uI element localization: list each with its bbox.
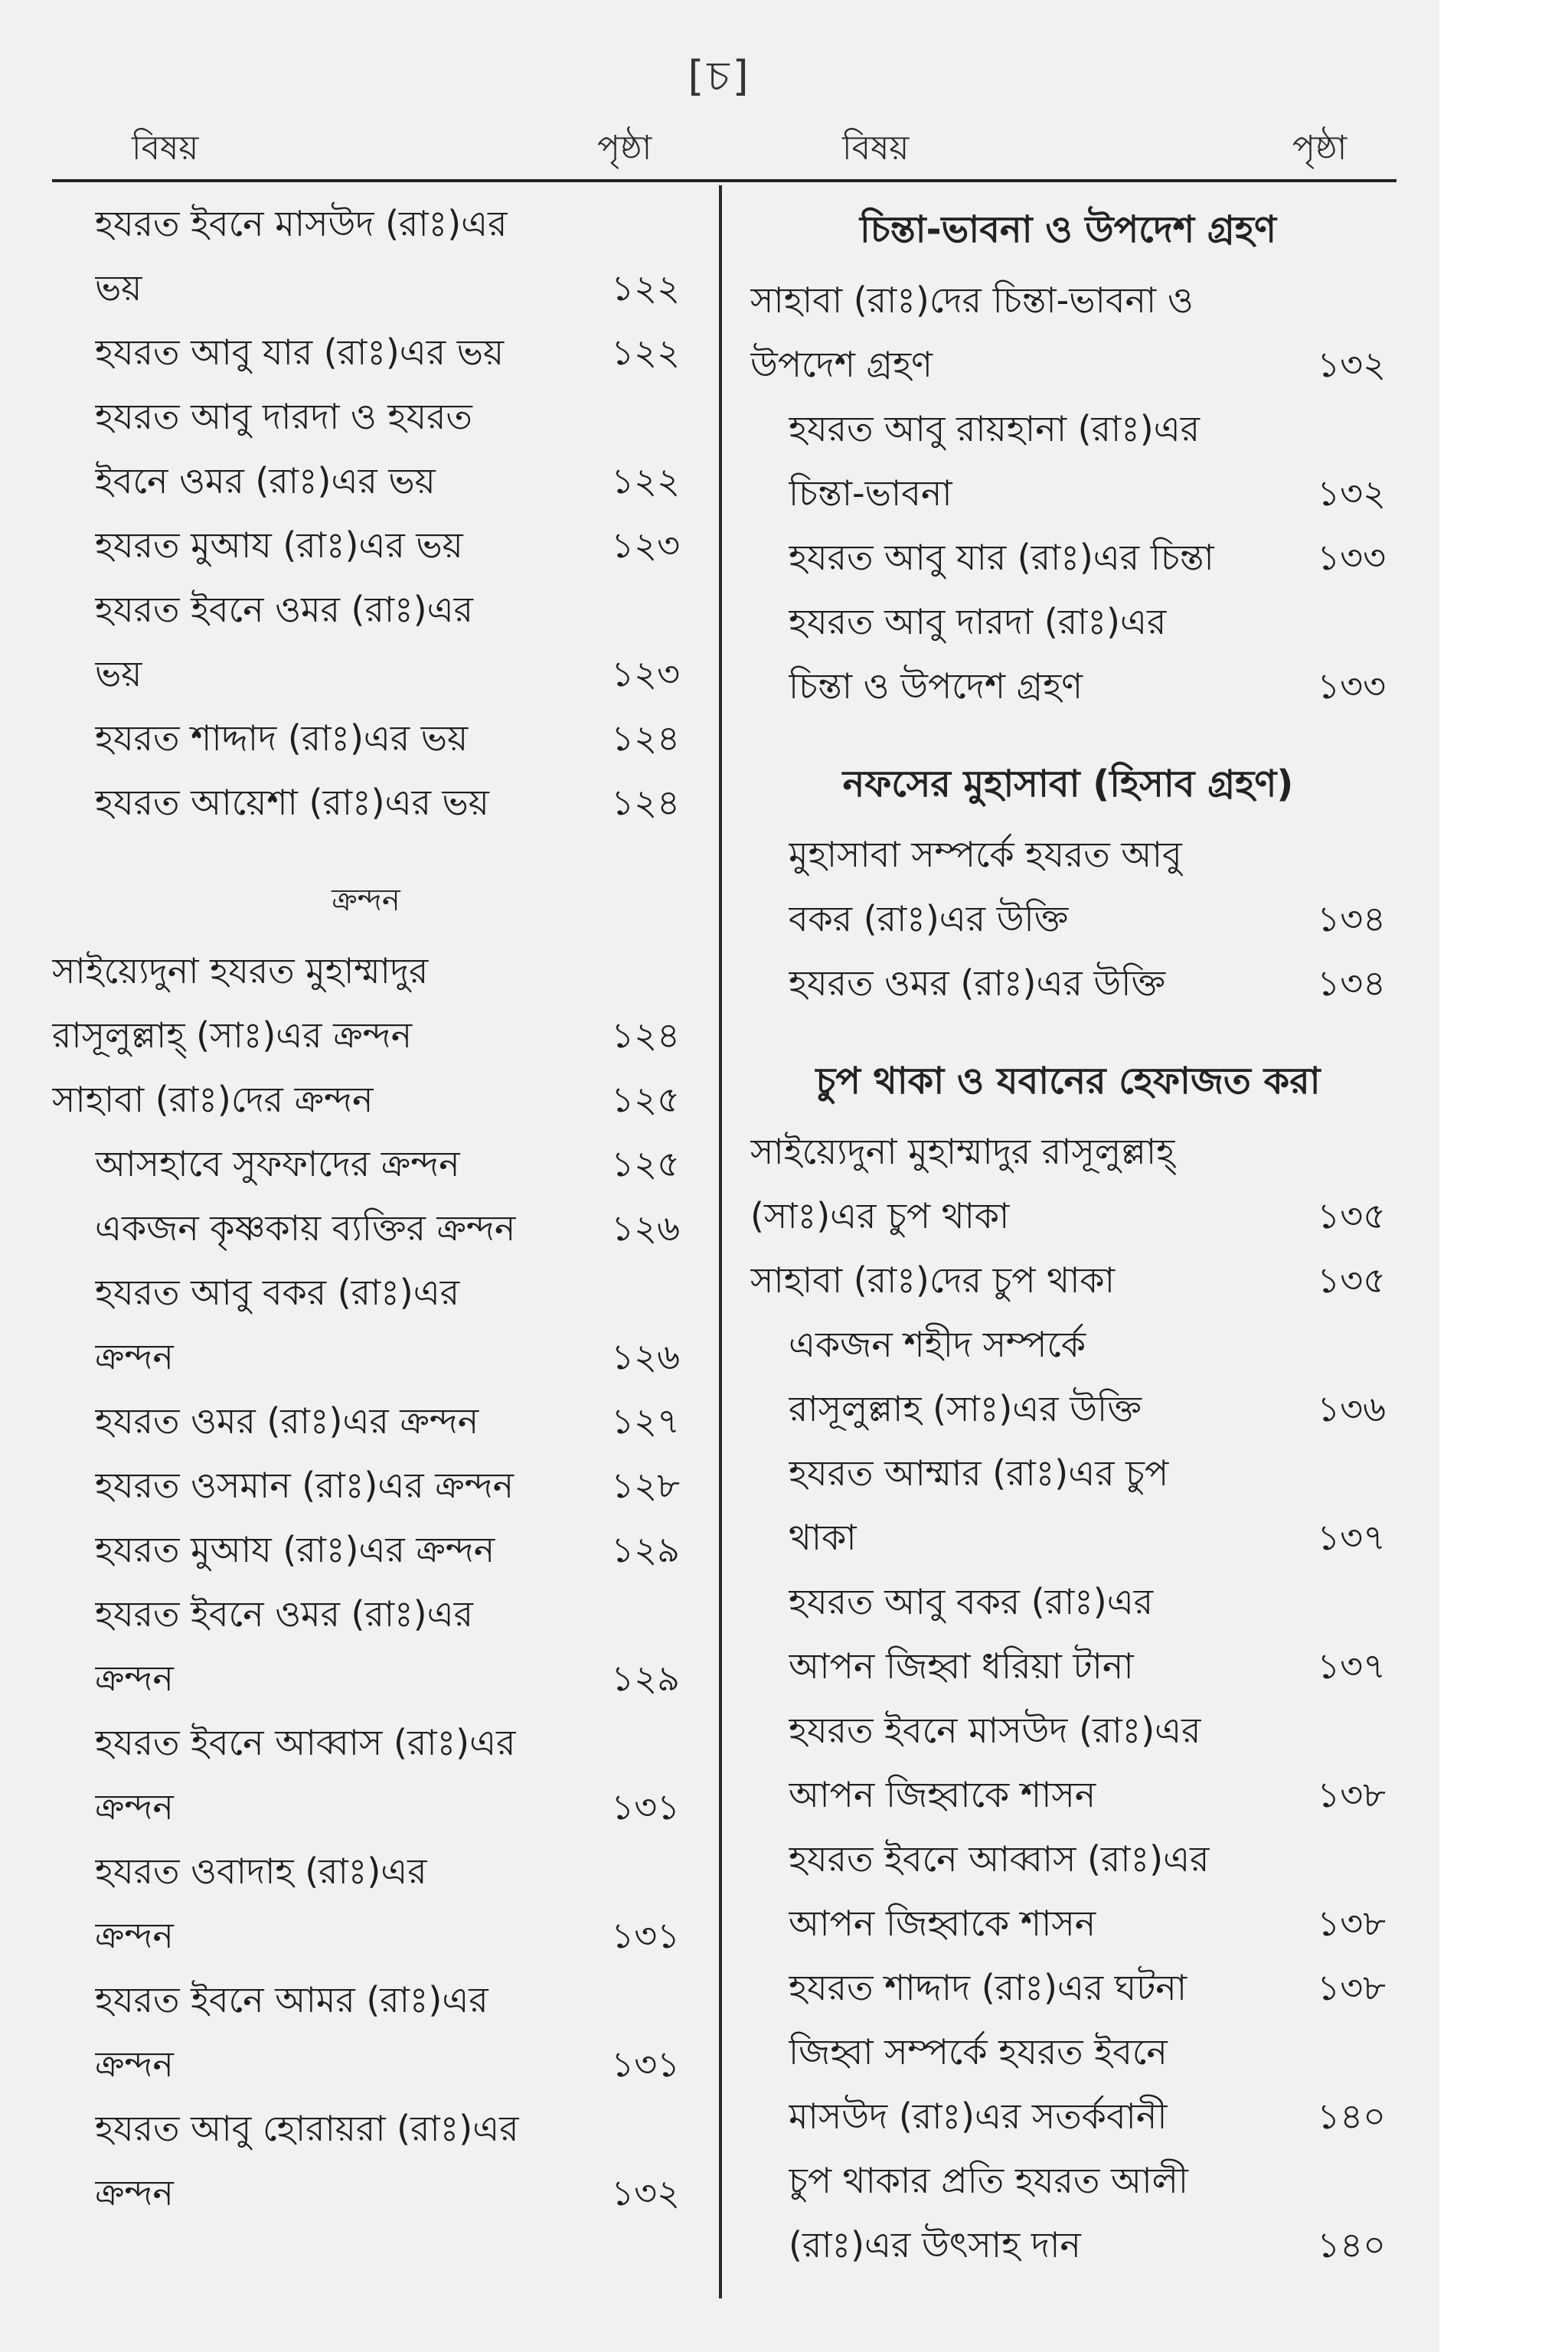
toc-entry <box>789 590 1386 654</box>
left-subject-header: বিষয় <box>132 129 199 168</box>
toc-entry <box>789 1955 1386 2020</box>
toc-entry <box>95 1839 680 1903</box>
toc-entry-page: ১৩৭ <box>1317 1645 1386 1687</box>
right-section2-sub <box>750 822 1386 1015</box>
left-group-2a <box>52 939 680 1132</box>
left-group-2b <box>52 1132 680 2225</box>
toc-entry-title: হযরত ওমর (রাঃ)এর ক্রন্দন <box>95 1400 479 1442</box>
toc-entry-title: হযরত ইবনে আব্বাস (রাঃ)এর <box>95 1722 516 1763</box>
toc-entry <box>789 2148 1386 2213</box>
toc-entry <box>95 513 680 577</box>
toc-entry-page: ১২৮ <box>611 1465 680 1506</box>
toc-entry <box>789 2213 1386 2277</box>
toc-entry <box>95 642 680 706</box>
toc-entry-page: ১২৬ <box>611 1207 680 1249</box>
left-group-1 <box>52 191 680 835</box>
toc-entry-page: ১২৪ <box>611 1014 680 1056</box>
toc-entry-page: ১৩৬ <box>1317 1388 1386 1429</box>
toc-entry <box>95 1260 680 1325</box>
toc-entry-title: আসহাবে সুফফাদের ক্রন্দন <box>95 1143 460 1184</box>
toc-entry <box>95 1453 680 1517</box>
toc-entry-title: সাইয়্যেদুনা হযরত মুহাম্মাদুর <box>52 950 429 991</box>
toc-entry <box>789 1312 1386 1377</box>
toc-entry-page: ১২৫ <box>611 1143 680 1184</box>
toc-entry-title: রাসূলুল্লাহ্ (সাঃ)এর ক্রন্দন <box>52 1014 413 1056</box>
toc-entry-title: ক্রন্দন <box>95 2043 174 2085</box>
toc-entry-title: হযরত ইবনে মাসউদ (রাঃ)এর <box>95 203 508 244</box>
toc-entry <box>95 384 680 449</box>
right-column <box>750 191 1386 2277</box>
toc-entry <box>789 1505 1386 1570</box>
toc-entry-page: ১৩১ <box>611 1786 680 1828</box>
right-subject-header: বিষয় <box>842 129 910 168</box>
toc-entry <box>95 1517 680 1582</box>
toc-entry-title: চুপ থাকার প্রতি হযরত আলী <box>789 2160 1189 2201</box>
toc-entry-title: হযরত ইবনে আমর (রাঃ)এর <box>95 1979 488 2020</box>
toc-entry-title: হযরত আম্মার (রাঃ)এর চুপ <box>789 1452 1169 1494</box>
toc-entry <box>750 268 1386 332</box>
toc-entry <box>95 1325 680 1389</box>
toc-entry <box>789 1377 1386 1441</box>
toc-entry-title: হযরত আবু বকর (রাঃ)এর <box>789 1581 1154 1622</box>
toc-entry <box>750 1184 1386 1248</box>
right-section1-main <box>750 268 1386 397</box>
toc-entry-page: ১৩৮ <box>1317 1903 1386 1944</box>
toc-entry-title: হযরত আবু রায়হানা (রাঃ)এর <box>789 408 1200 449</box>
toc-entry <box>52 939 680 1003</box>
toc-entry-page: ১৪০ <box>1317 2096 1386 2137</box>
toc-entry <box>95 320 680 384</box>
toc-entry-page: ১২৭ <box>611 1400 680 1442</box>
toc-entry-title: বকর (রাঃ)এর উক্তি <box>789 898 1069 939</box>
toc-entry-page: ১২২ <box>611 332 680 373</box>
toc-entry-page: ১৩২ <box>611 2172 680 2213</box>
toc-entry <box>95 1582 680 1646</box>
toc-entry-title: হযরত আবু দারদা ও হযরত <box>95 396 472 437</box>
toc-entry-title: একজন কৃষ্ণকায় ব্যক্তির ক্রন্দন <box>95 1207 516 1249</box>
toc-entry-title: থাকা <box>789 1517 857 1558</box>
toc-entry <box>95 706 680 770</box>
page-number: [চ] <box>688 52 752 100</box>
right-section1-sub <box>750 397 1386 718</box>
toc-entry-title: হযরত আবু দারদা (রাঃ)এর <box>789 601 1167 642</box>
toc-entry-page: ১৩৭ <box>1317 1517 1386 1558</box>
toc-entry-page: ১৩৪ <box>1317 962 1386 1004</box>
toc-entry-title: হযরত ওসমান (রাঃ)এর ক্রন্দন <box>95 1465 514 1506</box>
toc-entry <box>95 1968 680 2032</box>
toc-entry <box>95 1710 680 1775</box>
toc-entry-title: চিন্তা-ভাবনা <box>789 472 952 514</box>
toc-entry <box>789 1891 1386 1955</box>
toc-entry-page: ১৩২ <box>1317 344 1386 385</box>
toc-entry <box>95 449 680 513</box>
toc-entry-title: উপদেশ গ্রহণ <box>750 344 933 385</box>
right-section3-sub <box>750 1312 1386 2277</box>
toc-entry-page: ১২৪ <box>611 782 680 823</box>
toc-entry-title: সাইয়্যেদুনা মুহাম্মাদুর রাসূলুল্লাহ্ <box>750 1131 1175 1172</box>
toc-entry <box>95 2032 680 2096</box>
toc-entry-title: হযরত মুআয (রাঃ)এর ক্রন্দন <box>95 1529 495 1570</box>
toc-entry-title: হযরত ইবনে ওমর (রাঃ)এর <box>95 589 473 630</box>
toc-entry-page: ১৩৩ <box>1317 665 1386 707</box>
toc-entry-page: ১২২ <box>611 267 680 309</box>
toc-entry-title: ক্রন্দন <box>95 1658 174 1699</box>
toc-entry-title: (সাঃ)এর চুপ থাকা <box>750 1195 1010 1236</box>
toc-entry-title: মুহাসাবা সম্পর্কে হযরত আবু <box>789 834 1182 875</box>
toc-entry <box>789 2020 1386 2084</box>
toc-entry <box>750 1119 1386 1184</box>
toc-entry <box>750 332 1386 397</box>
toc-entry <box>95 1646 680 1710</box>
toc-entry <box>789 397 1386 461</box>
toc-entry <box>789 461 1386 525</box>
toc-entry-page: ১৪০ <box>1317 2224 1386 2265</box>
toc-entry-page: ১৩৩ <box>1317 537 1386 578</box>
toc-entry-title: সাহাবা (রাঃ)দের ক্রন্দন <box>52 1079 374 1120</box>
toc-entry-title: ক্রন্দন <box>95 1336 174 1377</box>
right-section3-main <box>750 1119 1386 1312</box>
toc-entry <box>789 2084 1386 2148</box>
toc-entry-title: হযরত ওবাদাহ (রাঃ)এর <box>95 1851 427 1892</box>
toc-entry-title: আপন জিহ্বাকে শাসন <box>789 1903 1096 1944</box>
toc-entry-title: ক্রন্দন <box>95 1915 174 1956</box>
toc-entry <box>789 654 1386 718</box>
toc-entry-title: চিন্তা ও উপদেশ গ্রহণ <box>789 665 1083 707</box>
toc-entry-title: হযরত আবু হোরায়রা (রাঃ)এর <box>95 2108 519 2149</box>
toc-entry <box>789 1441 1386 1505</box>
toc-entry <box>789 887 1386 951</box>
toc-entry-title: ক্রন্দন <box>95 1786 174 1828</box>
toc-entry-page: ১২৪ <box>611 717 680 759</box>
toc-entry <box>52 1003 680 1067</box>
toc-entry-title: সাহাবা (রাঃ)দের চুপ থাকা <box>750 1259 1115 1301</box>
toc-entry <box>789 1634 1386 1698</box>
toc-entry-page: ১৩৪ <box>1317 898 1386 939</box>
left-page-header: পৃষ্ঠা <box>597 129 652 168</box>
toc-entry-page: ১৩৮ <box>1317 1967 1386 2008</box>
toc-entry-title: ভয় <box>95 653 142 694</box>
toc-entry-page: ১২৬ <box>611 1336 680 1377</box>
toc-entry-title: মাসউদ (রাঃ)এর সতর্কবানী <box>789 2096 1168 2137</box>
toc-entry-title: হযরত ইবনে ওমর (রাঃ)এর <box>95 1593 473 1635</box>
toc-entry-page: ১২৫ <box>611 1079 680 1120</box>
toc-entry-title: জিহ্বা সম্পর্কে হযরত ইবনে <box>789 2031 1168 2073</box>
toc-entry-page: ১৩২ <box>1317 472 1386 514</box>
toc-entry <box>95 2096 680 2161</box>
left-column <box>52 191 680 2225</box>
toc-entry-title: আপন জিহ্বা ধরিয়া টানা <box>789 1645 1134 1687</box>
toc-entry-title: রাসূলুল্লাহ (সাঃ)এর উক্তি <box>789 1388 1142 1429</box>
toc-entry-page: ১২৯ <box>611 1529 680 1570</box>
toc-entry <box>789 822 1386 887</box>
toc-entry-title: ভয় <box>95 267 142 309</box>
toc-entry <box>95 1775 680 1839</box>
toc-entry-title: হযরত আয়েশা (রাঃ)এর ভয় <box>95 782 489 823</box>
toc-entry <box>52 1067 680 1132</box>
toc-entry-title: হযরত আবু যার (রাঃ)এর ভয় <box>95 332 505 373</box>
toc-entry-title: হযরত ইবনে মাসউদ (রাঃ)এর <box>789 1710 1201 1751</box>
toc-entry-page: ১৩৫ <box>1317 1195 1386 1236</box>
toc-entry <box>789 1762 1386 1827</box>
toc-entry-page: ১২৩ <box>611 524 680 566</box>
toc-entry-page: ১২২ <box>611 460 680 501</box>
right-page-header: পৃষ্ঠা <box>1292 129 1348 168</box>
toc-entry <box>789 1698 1386 1762</box>
toc-entry <box>789 1827 1386 1891</box>
toc-entry-title: হযরত শাদ্দাদ (রাঃ)এর ভয় <box>95 717 469 759</box>
toc-entry <box>95 1903 680 1968</box>
column-divider <box>719 185 722 2298</box>
toc-entry <box>789 525 1386 590</box>
toc-entry-title: হযরত আবু বকর (রাঃ)এর <box>95 1272 460 1313</box>
toc-entry-title: হযরত ইবনে আব্বাস (রাঃ)এর <box>789 1838 1210 1880</box>
toc-entry-title: হযরত আবু যার (রাঃ)এর চিন্তা <box>789 537 1214 578</box>
toc-entry-title: হযরত মুআয (রাঃ)এর ভয় <box>95 524 463 566</box>
toc-entry <box>95 256 680 320</box>
toc-entry-title: (রাঃ)এর উৎসাহ দান <box>789 2224 1081 2265</box>
toc-entry-title: সাহাবা (রাঃ)দের চিন্তা-ভাবনা ও <box>750 279 1194 321</box>
toc-entry-title: হযরত ওমর (রাঃ)এর উক্তি <box>789 962 1166 1004</box>
toc-entry-page: ১২৩ <box>611 653 680 694</box>
toc-entry <box>95 1389 680 1453</box>
toc-entry <box>95 1132 680 1196</box>
toc-entry-page: ১৩১ <box>611 2043 680 2085</box>
toc-entry-title: হযরত শাদ্দাদ (রাঃ)এর ঘটনা <box>789 1967 1187 2008</box>
section-heading-muhasaba: নফসের মুহাসাবা (হিসাব গ্রহণ) <box>842 763 1294 805</box>
toc-entry-page: ১২৯ <box>611 1658 680 1699</box>
toc-entry-page: ১৩১ <box>611 1915 680 1956</box>
toc-entry <box>95 2161 680 2225</box>
section-heading-chup: চুপ থাকা ও যবানের হেফাজত করা <box>815 1060 1321 1102</box>
section-heading-chinta: চিন্তা-ভাবনা ও উপদেশ গ্রহণ <box>859 208 1277 251</box>
toc-entry <box>95 770 680 835</box>
toc-entry <box>95 577 680 642</box>
toc-entry-title: আপন জিহ্বাকে শাসন <box>789 1774 1096 1815</box>
toc-entry-title: একজন শহীদ সম্পর্কে <box>789 1324 1086 1365</box>
toc-entry-page: ১৩৮ <box>1317 1774 1386 1815</box>
header-rule <box>52 179 1396 182</box>
toc-entry <box>750 1248 1386 1312</box>
section-heading-krondon: ক্রন্দন <box>332 883 400 918</box>
toc-entry <box>789 951 1386 1015</box>
toc-entry <box>95 191 680 256</box>
toc-entry-page: ১৩৫ <box>1317 1259 1386 1301</box>
toc-entry-title: ক্রন্দন <box>95 2172 174 2213</box>
toc-entry <box>95 1196 680 1260</box>
toc-entry-title: ইবনে ওমর (রাঃ)এর ভয় <box>95 460 436 501</box>
toc-entry <box>789 1570 1386 1634</box>
